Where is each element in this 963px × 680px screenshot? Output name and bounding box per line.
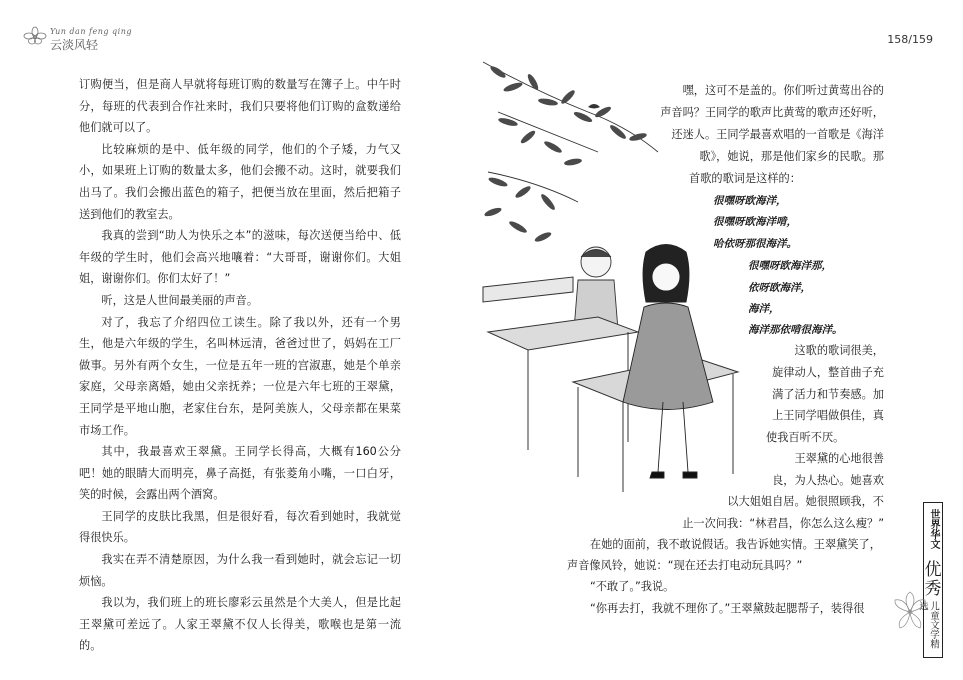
right-text-line: 首歌的歌词是这样的：: [689, 172, 801, 185]
right-text-line: 满了活力和节奏感。加: [772, 388, 884, 401]
right-text-line: 声音像风铃，她说：“现在还去打电动玩具吗？”: [567, 559, 803, 572]
song-line: 很嘿呀欧海洋那，: [748, 260, 832, 272]
right-text-line: 上王同学唱做俱佳，真: [772, 409, 884, 422]
right-text-line: 以大姐姐自居。她很照顾我，不: [727, 495, 884, 508]
right-text-line: 还迷人。王同学最喜欢唱的一首歌是《海洋: [671, 128, 884, 141]
paragraph: 我以为，我们班上的班长廖彩云虽然是个大美人，但是比起王翠黛可差远了。人家王翠黛不仅人长得美，歌喉也是第一流的。: [79, 596, 401, 653]
song-line: 很嘿呀欧海洋啃，: [713, 216, 797, 228]
right-text-line: “你再去打，我就不理你了。”王翠黛鼓起腮帮子，装得很: [590, 602, 865, 615]
song-line: 哈依呀那很海洋。: [713, 238, 797, 250]
right-text-line: 这歌的歌词很美，: [794, 344, 884, 357]
left-text-column: [79, 74, 401, 657]
logo-pinyin: Yun dan feng qing: [50, 27, 132, 36]
song-line: 海洋，: [748, 303, 780, 315]
paragraph: 其中，我最喜欢王翠黛。王同学长得高，大概有160公分吧！她的眼睛大而明亮，鼻子高挺，有张菱角小嘴，一口白牙，笑的时候，会露出两个酒窝。: [79, 445, 401, 502]
right-text-line: 在她的面前，我不敢说假话。我告诉她实情。王翠黛笑了，: [590, 538, 881, 551]
side-tab-top-text: 世界华文: [928, 509, 939, 549]
song-line: 海洋那依啃很海洋。: [748, 324, 843, 336]
series-side-tab: [917, 502, 943, 658]
song-line: 很嘿呀欧海洋，: [713, 195, 787, 207]
paragraph: 我实在弄不清楚原因，为什么我一看到她时，就会忘记一切烦恼。: [79, 553, 401, 588]
paragraph: 听，这是人世间最美丽的声音。: [101, 293, 259, 307]
page-number: 158/159: [887, 33, 933, 46]
right-text-line: 止一次问我：“林君昌，你怎么这么瘦？”: [682, 517, 884, 530]
logo-flower-icon: [22, 26, 48, 46]
right-text-line: 王翠黛的心地很善: [794, 452, 884, 465]
right-text-line: 旋律动人，整首曲子充: [772, 366, 884, 379]
right-text-line: 声音吗？王同学的歌声比黄莺的歌声还好听，: [660, 106, 884, 119]
right-text-line: “不敢了。”我说。: [590, 580, 675, 593]
side-tab-bottom-text: 儿童文学精选: [917, 601, 939, 649]
side-tab-big-text: 优秀: [924, 560, 942, 599]
paragraph: 比较麻烦的是中、低年级的同学，他们的个子矮，力气又小，如果班上订购的数量太多，他们会搬不动。这时，就要我们出马了。我们会搬出蓝色的箱子，把便当放在里面，然后把箱子送到他们的教室去。: [79, 142, 401, 221]
paragraph: 我真的尝到“助人为快乐之本”的滋味，每次送便当给中、低年级的学生时，他们会高兴地嚷着：“大哥哥，谢谢你们。大姐姐，谢谢你们。你们太好了！”: [79, 229, 401, 286]
flower-sketch-icon: [893, 590, 927, 634]
paragraph: 对了，我忘了介绍四位工读生。除了我以外，还有一个男生，他是六年级的学生，名叫林远清，爸爸过世了，妈妈在工厂做事。另外有两个女生，一位是五年一班的宫淑惠，她是个单亲家庭，父母亲离婚，她由父亲抚养；一位是六年七班的王翠黛，王同学是平地山胞，老家住台东，是阿美族人，父母亲都在果菜市场工作。: [79, 315, 401, 437]
paragraph: 王同学的皮肤比我黑，但是很好看，每次看到她时，我就觉得很快乐。: [79, 509, 401, 545]
logo-text: 云淡风轻: [50, 38, 99, 52]
right-text-line: 嘿，这可不是盖的。你们听过黄莺出谷的: [682, 84, 884, 97]
right-text-line: 使我百听不厌。: [766, 431, 845, 444]
paragraph: 订购便当，但是商人早就将每班订购的数量写在簿子上。中午时分，每班的代表到合作社来时，我们只要将他们订购的盒数递给他们就可以了。: [79, 78, 401, 135]
song-line: 依呀欧海洋，: [748, 282, 811, 294]
right-text-line: 歌》，她说，那是他们家乡的民歌。那: [699, 150, 884, 163]
right-text-line: 良，为人热心。她喜欢: [772, 474, 884, 487]
